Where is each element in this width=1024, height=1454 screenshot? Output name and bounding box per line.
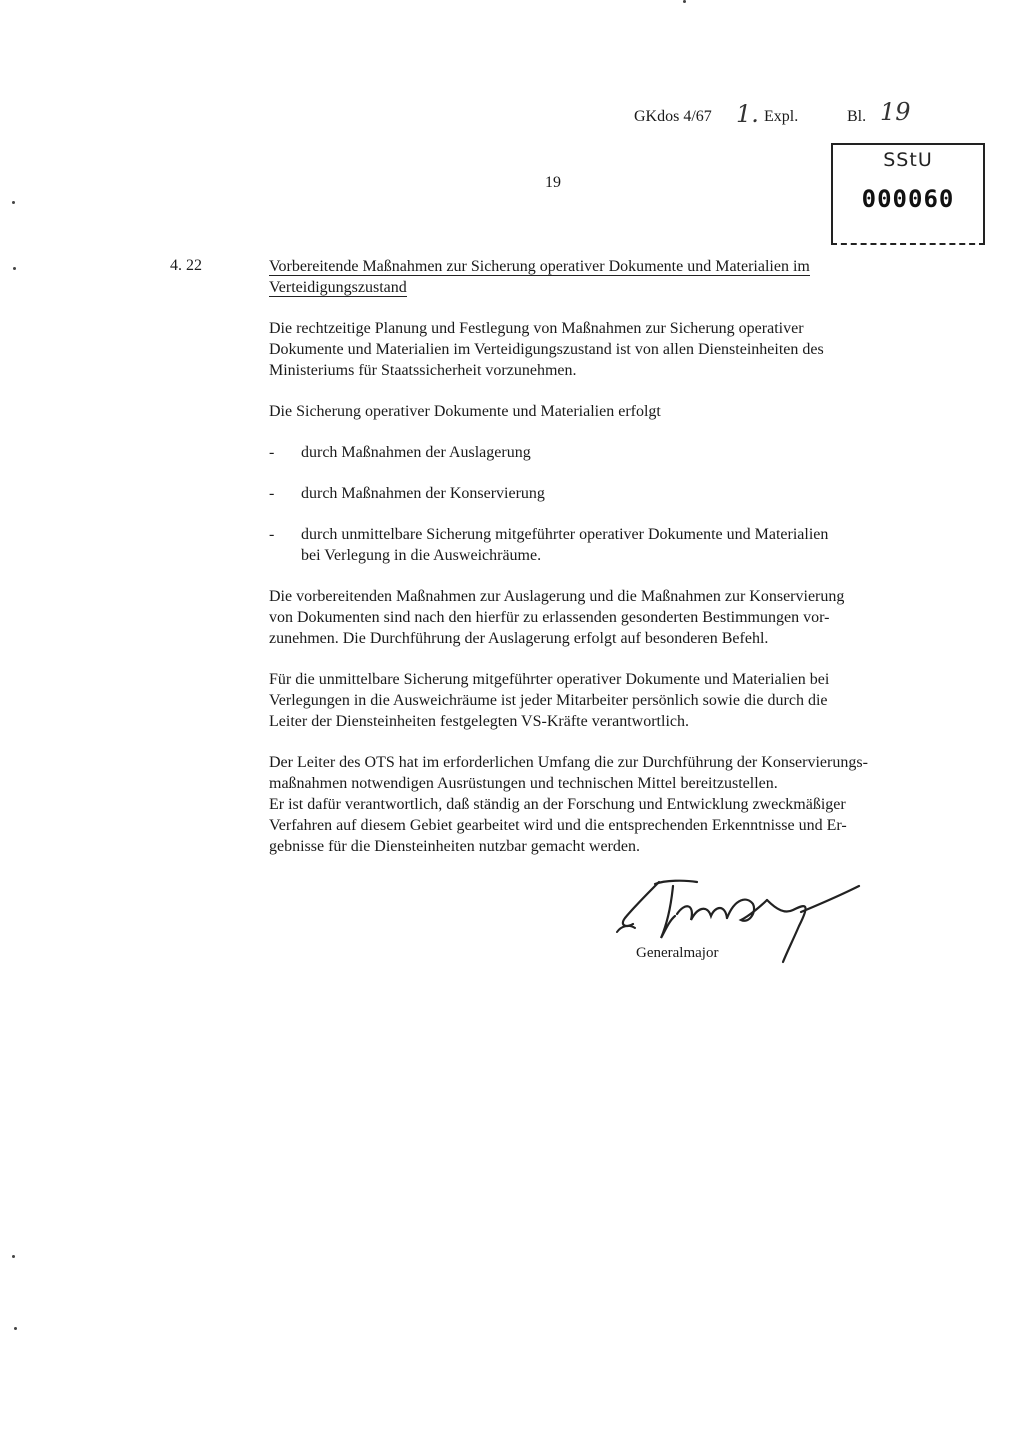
stamp-number: 000060 — [861, 185, 955, 213]
copy-label: Expl. — [764, 108, 799, 125]
signature-title: Generalmajor — [636, 945, 719, 961]
text-line: Die vorbereitenden Maßnahmen zur Auslagerung und die Maßnahmen zur Konservierung — [269, 588, 845, 605]
text-line: Er ist dafür verantwortlich, daß ständig an der Forschung und Entwicklung zweckmäßiger — [269, 796, 846, 813]
text-line: bei Verlegung in die Ausweichräume. — [301, 547, 542, 564]
text-line: Dokumente und Materialien im Verteidigungszustand ist von allen Diensteinheiten des — [269, 341, 824, 358]
archive-stamp — [831, 143, 985, 243]
copy-number-handwritten: 1. — [736, 100, 759, 128]
text-line: Ministeriums für Staatssicherheit vorzunehmen. — [269, 362, 577, 379]
list-dash: - — [269, 485, 275, 502]
paragraph-responsibility — [269, 669, 939, 732]
page-number: 19 — [545, 174, 561, 191]
sheet-number-handwritten: 19 — [880, 98, 911, 126]
list-item — [269, 524, 939, 566]
text-line: Leiter der Diensteinheiten festgelegten VS-Kräfte verantwortlich. — [269, 713, 689, 730]
list-item — [269, 442, 939, 463]
sheet-label: Bl. — [847, 108, 867, 125]
text-line: zunehmen. Die Durchführung der Auslagerung erfolgt auf besonderen Befehl. — [269, 630, 769, 647]
reference-code: GKdos 4/67 — [634, 108, 712, 125]
text-line: von Dokumenten sind nach den hierfür zu erlassenden gesonderten Bestimmungen vor- — [269, 609, 830, 626]
text-line: durch Maßnahmen der Konservierung — [301, 485, 545, 502]
paragraph-preparatory-measures — [269, 586, 939, 649]
scan-speck — [683, 0, 686, 3]
text-line: maßnahmen notwendigen Ausrüstungen und technischen Mittel bereitzustellen. — [269, 775, 778, 792]
section-heading — [269, 256, 909, 298]
scan-speck — [14, 1327, 17, 1330]
list-dash: - — [269, 444, 275, 461]
stamp-title: SStU — [883, 149, 933, 171]
list-dash: - — [269, 526, 275, 543]
section-heading-line: Vorbereitende Maßnahmen zur Sicherung operativer Dokumente und Materialien im — [269, 258, 810, 275]
list-item — [269, 483, 939, 504]
scan-speck — [13, 267, 16, 270]
paragraph-intro-list — [269, 401, 939, 422]
text-line: Verfahren auf diesem Gebiet gearbeitet wird und die entsprechenden Erkenntnisse und Er- — [269, 817, 847, 834]
paragraph-ots — [269, 752, 939, 857]
document-body — [269, 318, 939, 857]
scan-speck — [12, 201, 15, 204]
text-line: Der Leiter des OTS hat im erforderlichen Umfang die zur Durchführung der Konservierungs- — [269, 754, 868, 771]
text-line: Verlegungen in die Ausweichräume ist jeder Mitarbeiter persönlich sowie die durch die — [269, 692, 828, 709]
text-line: Die Sicherung operativer Dokumente und Materialien erfolgt — [269, 403, 661, 420]
text-line: Für die unmittelbare Sicherung mitgeführter operativer Dokumente und Materialien bei — [269, 671, 830, 688]
text-line: durch Maßnahmen der Auslagerung — [301, 444, 531, 461]
text-line: Die rechtzeitige Planung und Festlegung von Maßnahmen zur Sicherung operativer — [269, 320, 804, 337]
text-line: durch unmittelbare Sicherung mitgeführter operativer Dokumente und Materialien — [301, 526, 829, 543]
section-number: 4. 22 — [170, 257, 202, 274]
scan-speck — [12, 1255, 15, 1258]
text-line: gebnisse für die Diensteinheiten nutzbar gemacht werden. — [269, 838, 640, 855]
paragraph-planning — [269, 318, 939, 381]
section-heading-line: Verteidigungszustand — [269, 279, 407, 296]
